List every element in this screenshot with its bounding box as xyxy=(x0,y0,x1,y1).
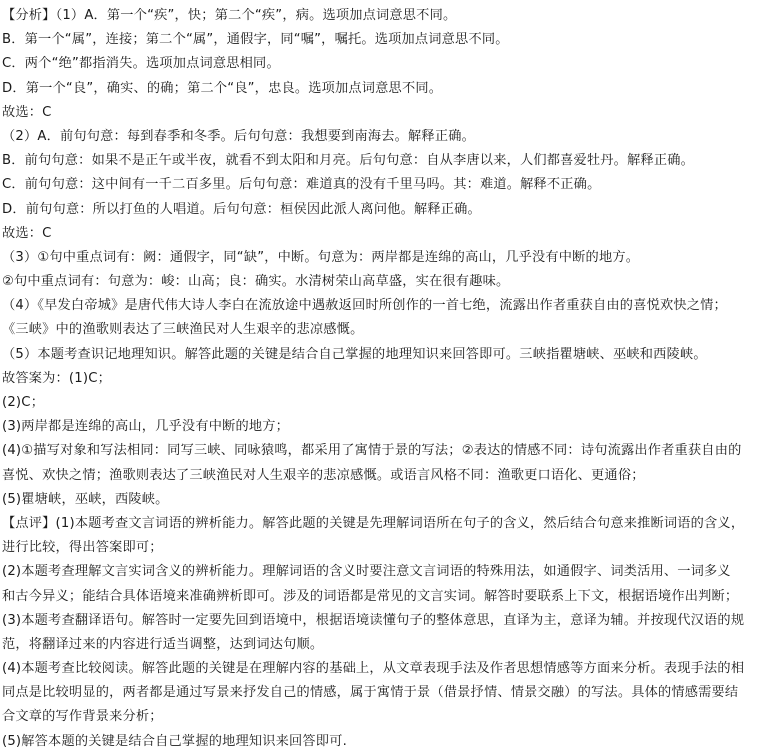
text-line: （2）A．前句句意：每到春季和冬季。后句句意：我想要到南海去。解释正确。 xyxy=(2,128,475,144)
text-line: 同点是比较明显的，两者都是通过写景来抒发自己的情感，属于寓情于景（借景抒情、情景交融）的写法。具体的情感需要结 xyxy=(2,685,739,701)
text-line: 故选：C xyxy=(2,104,52,120)
text-line: B．前句句意：如果不是正午或半夜，就看不到太阳和月亮。后句句意：自从李唐以来，人们都喜爱牡丹。解释正确。 xyxy=(2,153,695,169)
text-line: (3)本题考查翻译语句。解答时一定要先回到语境中，根据语境读懂句子的整体意思，直译为主，意译为辅。并按现代汉语的规 xyxy=(2,612,745,628)
text-line: 故答案为：(1)C； xyxy=(2,370,112,386)
text-line: (4)①描写对象和写法相同：同写三峡、同咏猿鸣，都采用了寓情于景的写法；②表达的情感不同：诗句流露出作者重获自由的 xyxy=(2,443,742,459)
text-line: D．第一个“良”，确实、的确；第二个“良”，忠良。选项加点词意思不同。 xyxy=(2,80,443,96)
text-line: (3)两岸都是连绵的高山，几乎没有中断的地方； xyxy=(2,419,290,435)
text-line: (5)解答本题的关键是结合自己掌握的地理知识来回答即可. xyxy=(2,733,347,749)
text-line: 【分析】（1）A．第一个“疾”，快；第二个“疾”，病。选项加点词意思不同。 xyxy=(2,8,457,23)
text-line: (2)C； xyxy=(2,395,45,410)
text-line: (4)本题考查比较阅读。解答此题的关键是在理解内容的基础上，从文章表现手法及作者思想情感等方面来分析。表现手法的相 xyxy=(2,661,745,677)
text-line: C．两个“绝”都指消失。选项加点词意思相同。 xyxy=(2,56,280,72)
text-line: (2)本题考查理解文言实词含义的辨析能力。理解词语的含义时要注意文言词语的特殊用法，如通假字、词类活用、一词多义 xyxy=(2,564,731,580)
text-line: （4）《早发白帝城》是唐代伟大诗人李白在流放途中遇赦返回时所创作的一首七绝，流露出作者重获自由的喜悦欢快之情； xyxy=(2,298,727,314)
text-line: (5)瞿塘峡，巫峡，西陵峡。 xyxy=(2,491,169,507)
text-line: 喜悦、欢快之情；渔歌则表达了三峡渔民对人生艰辛的悲凉感慨。或语言风格不同：渔歌更口语化、更通俗； xyxy=(2,467,645,483)
text-line: 范，将翻译过来的内容进行适当调整，达到词达句顺。 xyxy=(2,636,324,652)
text-line: （5）本题考查识记地理知识。解答此题的关键是结合自己掌握的地理知识来回答即可。三峡指瞿塘峡、巫峡和西陵峡。 xyxy=(2,346,707,362)
text-line: 和古今异义；能结合具体语境来准确辨析即可。涉及的词语都是常见的文言实词。解答时要联系上下文，根据语境作出判断； xyxy=(2,588,739,604)
text-line: C．前句句意：这中间有一千二百多里。后句句意：难道真的没有千里马吗。其：难道。解释不正确。 xyxy=(2,177,601,193)
text-line: D．前句句意：所以打鱼的人唱道。后句句意：桓侯因此派人离问他。解释正确。 xyxy=(2,201,481,217)
text-line: 故选：C xyxy=(2,225,52,241)
text-line: 进行比较，得出答案即可； xyxy=(2,540,163,556)
text-line: 《三峡》中的渔歌则表达了三峡渔民对人生艰辛的悲凉感慨。 xyxy=(2,322,364,338)
text-line: B．第一个“属”，连接；第二个“属”，通假字，同“嘱”，嘱托。选项加点词意思不同。 xyxy=(2,32,509,48)
text-line: ②句中重点词有：句意为：峻：山高；良：确实。水清树荣山高草盛，实在很有趣味。 xyxy=(2,274,510,290)
text-line: （3）①句中重点词有：阙：通假字，同“缺”，中断。句意为：两岸都是连绵的高山，几乎没有中断的地方。 xyxy=(2,249,640,265)
text-line: 【点评】(1)本题考查文言词语的辨析能力。解答此题的关键是先理解词语所在句子的含义，然后结合句意来推断词语的含义， xyxy=(2,515,745,531)
text-line: 合文章的写作背景来分析； xyxy=(2,709,163,725)
